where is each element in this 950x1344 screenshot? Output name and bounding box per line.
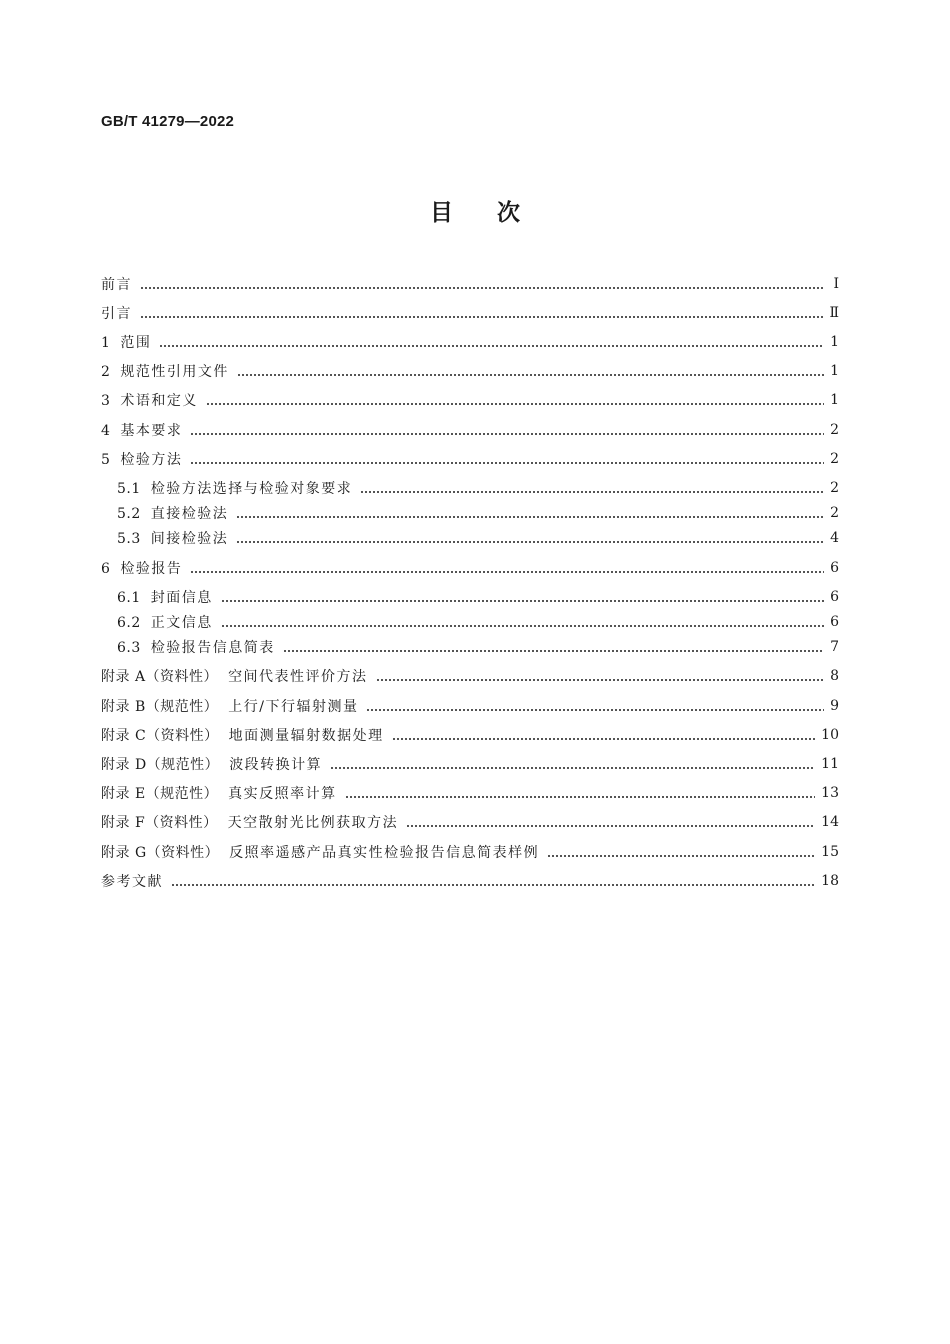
toc-page-number: 1 xyxy=(830,363,839,379)
toc-entry-5-1[interactable] xyxy=(117,477,839,499)
toc-entry-number: 1 xyxy=(101,335,111,351)
toc-page-number: 2 xyxy=(830,480,839,496)
toc-page-number: 2 xyxy=(830,422,839,438)
toc-leader-dots xyxy=(140,273,825,295)
toc-page-number: 13 xyxy=(821,785,839,801)
toc-entry-text: 参考文献 xyxy=(101,874,163,890)
toc-page-number: 6 xyxy=(830,614,839,630)
toc-page-number: 8 xyxy=(830,668,839,684)
toc-entry-text: 天空散射光比例获取方法 xyxy=(227,815,399,831)
toc-page-number: Ⅱ xyxy=(829,305,839,321)
toc-entry-text: 间接检验法 xyxy=(150,531,229,547)
toc-leader-dots xyxy=(330,753,815,775)
toc-page-number: Ⅰ xyxy=(833,276,839,292)
toc-page-number: 7 xyxy=(830,639,839,655)
toc-entry-text: 规范性引用文件 xyxy=(120,364,229,380)
toc-entry-appendix-e[interactable] xyxy=(101,782,839,804)
toc-page-number: 9 xyxy=(830,698,839,714)
toc-entry-text: 地面测量辐射数据处理 xyxy=(228,728,384,744)
toc-entry-6-2[interactable] xyxy=(117,611,839,633)
toc-entry-appendix-d[interactable] xyxy=(101,753,839,775)
toc-entry-text: 范围 xyxy=(120,335,152,351)
toc-entry-text: 封面信息 xyxy=(150,590,213,606)
toc-page-number: 4 xyxy=(830,530,839,546)
toc-entry-number: 附录 C（资料性） xyxy=(101,728,219,744)
toc-entry-number: 6.1 xyxy=(117,590,141,606)
standard-number: GB/T 41279—2022 xyxy=(101,113,235,130)
toc-leader-dots xyxy=(376,665,825,687)
toc-entry-foreword[interactable] xyxy=(101,273,839,295)
toc-page-number: 18 xyxy=(821,873,839,889)
toc-entry-bibliography[interactable] xyxy=(101,870,839,892)
toc-page-number: 14 xyxy=(821,814,839,830)
toc-leader-dots xyxy=(547,841,815,863)
toc-entry-text: 术语和定义 xyxy=(120,393,198,409)
toc-page-number: 2 xyxy=(830,505,839,521)
toc-leader-dots xyxy=(190,419,824,441)
toc-leader-dots xyxy=(360,477,824,499)
toc-entry-text: 基本要求 xyxy=(120,423,183,439)
toc-entry-number: 附录 D（规范性） xyxy=(101,757,220,773)
toc-entry-number: 6.2 xyxy=(117,615,141,631)
toc-page-number: 1 xyxy=(830,334,839,350)
toc-leader-dots xyxy=(190,448,824,470)
toc-entry-text: 检验报告信息简表 xyxy=(150,640,275,656)
toc-leader-dots xyxy=(406,811,815,833)
toc-entry-6[interactable] xyxy=(101,557,839,579)
toc-page-number: 6 xyxy=(830,560,839,576)
toc-page-number: 6 xyxy=(830,589,839,605)
toc-entry-number: 6 xyxy=(101,561,111,577)
toc-entry-text: 正文信息 xyxy=(150,615,213,631)
toc-entry-text: 检验方法 xyxy=(120,452,183,468)
toc-leader-dots xyxy=(345,782,816,804)
toc-entry-appendix-c[interactable] xyxy=(101,724,839,746)
toc-entry-5[interactable] xyxy=(101,448,839,470)
toc-entry-introduction[interactable] xyxy=(101,302,839,324)
toc-title: 目次 xyxy=(430,200,564,226)
toc-entry-text: 检验方法选择与检验对象要求 xyxy=(150,481,353,497)
toc-entry-number: 5.2 xyxy=(117,506,141,522)
toc-entry-3[interactable] xyxy=(101,389,839,411)
toc-leader-dots xyxy=(236,527,824,549)
toc-entry-number: 附录 B（规范性） xyxy=(101,699,219,715)
toc-entry-text: 前言 xyxy=(101,277,132,293)
toc-page-number: 11 xyxy=(821,756,839,772)
toc-entry-text: 波段转换计算 xyxy=(229,757,323,773)
toc-entry-text: 直接检验法 xyxy=(150,506,229,522)
toc-page-number: 1 xyxy=(830,392,839,408)
toc-entry-number: 附录 A（资料性） xyxy=(101,669,219,685)
toc-entry-6-1[interactable] xyxy=(117,586,839,608)
toc-entry-appendix-g[interactable] xyxy=(101,841,839,863)
toc-entry-4[interactable] xyxy=(101,419,839,441)
toc-leader-dots xyxy=(221,586,824,608)
toc-leader-dots xyxy=(190,557,824,579)
toc-entry-number: 5.1 xyxy=(117,481,141,497)
toc-entry-appendix-a[interactable] xyxy=(101,665,839,687)
toc-entry-text: 引言 xyxy=(101,306,132,322)
toc-leader-dots xyxy=(206,389,824,411)
toc-entry-text: 反照率遥感产品真实性检验报告信息简表样例 xyxy=(229,845,540,861)
toc-entry-appendix-f[interactable] xyxy=(101,811,839,833)
toc-entry-number: 5 xyxy=(101,452,111,468)
toc-leader-dots xyxy=(283,636,824,658)
toc-entry-number: 4 xyxy=(101,423,111,439)
toc-leader-dots xyxy=(366,695,824,717)
toc-entry-6-3[interactable] xyxy=(117,636,839,658)
toc-entry-5-3[interactable] xyxy=(117,527,839,549)
toc-entry-5-2[interactable] xyxy=(117,502,839,524)
toc-leader-dots xyxy=(236,502,824,524)
toc-entry-number: 6.3 xyxy=(117,640,141,656)
toc-entry-number: 附录 G（资料性） xyxy=(101,845,220,861)
toc-leader-dots xyxy=(159,331,824,353)
toc-leader-dots xyxy=(392,724,816,746)
toc-leader-dots xyxy=(221,611,824,633)
toc-page-number: 15 xyxy=(821,844,839,860)
toc-entry-number: 附录 F（资料性） xyxy=(101,815,218,831)
toc-entry-number: 2 xyxy=(101,364,111,380)
toc-entry-number: 5.3 xyxy=(117,531,141,547)
toc-page-number: 10 xyxy=(821,727,839,743)
toc-entry-number: 3 xyxy=(101,393,111,409)
toc-entry-number: 附录 E（规范性） xyxy=(101,786,219,802)
toc-leader-dots xyxy=(171,870,815,892)
toc-entry-appendix-b[interactable] xyxy=(101,695,839,717)
toc-entry-1[interactable] xyxy=(101,331,839,353)
toc-page-number: 2 xyxy=(830,451,839,467)
toc-leader-dots xyxy=(237,360,824,382)
toc-entry-text: 空间代表性评价方法 xyxy=(228,669,368,685)
toc-leader-dots xyxy=(140,302,823,324)
toc-entry-text: 真实反照率计算 xyxy=(228,786,337,802)
toc-entry-text: 检验报告 xyxy=(120,561,183,577)
toc-entry-text: 上行/下行辐射测量 xyxy=(228,699,359,715)
toc-entry-2[interactable] xyxy=(101,360,839,382)
